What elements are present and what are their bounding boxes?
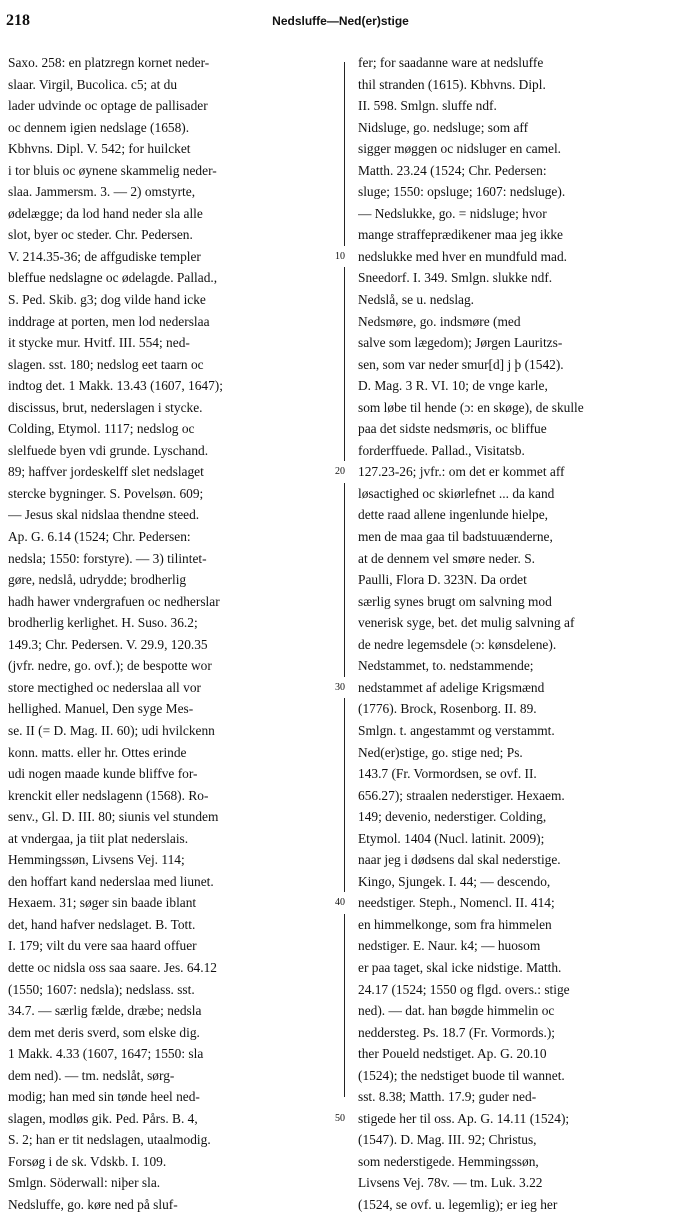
text-line: I. 179; vilt du vere saa haard offuer [8,938,197,954]
text-line: Paulli, Flora D. 323N. Da ordet [358,572,527,588]
text-line: dette raad allene ingenlunde hielpe, [358,507,548,523]
text-line: slaar. Virgil, Bucolica. c5; at du [8,76,178,92]
text-line: (1524); the nedstiget buode til wannet. [358,1067,565,1083]
text-line: 143.7 (Fr. Vormordsen, se ovf. II. [358,766,537,782]
text-line: Nedsluffe, go. køre ned på sluf- [8,1196,178,1212]
text-line: V. 214.35-36; de affgudiske templer [8,248,201,264]
line-number: 40 [334,892,346,914]
text-line: 1 Makk. 4.33 (1607, 1647; 1550: sla [8,1046,204,1062]
text-line: se. II (= D. Mag. II. 60); udi hvilckenn [8,722,215,738]
text-line: konn. matts. eller hr. Ottes erinde [8,744,187,760]
text-line: Etymol. 1404 (Nucl. latinit. 2009); [358,830,545,846]
text-line: (1776). Brock, Rosenborg. II. 89. [358,701,537,717]
text-line: neddersteg. Ps. 18.7 (Fr. Vormords.); [358,1024,556,1040]
text-line: salve som lægedom); Jørgen Lauritzs- [358,335,563,351]
text-line: oc dennem igien nedslage (1658). [8,119,190,135]
text-line: Forsøg i de sk. Vdskb. I. 109. [8,1153,167,1169]
text-line: Matth. 23.24 (1524; Chr. Pedersen: [358,162,547,178]
text-line: (jvfr. nedre, go. ovf.); de bespotte wor [8,658,212,674]
text-line: 127.23-26; jvfr.: om det er kommet aff [358,464,565,480]
text-line: indtog det. 1 Makk. 13.43 (1607, 1647); [8,378,223,394]
text-line: Ap. G. 6.14 (1524; Chr. Pedersen: [8,529,191,545]
text-line: modig; han med sin tønde heel ned- [8,1089,200,1105]
text-line: som nederstigede. Hemmingssøn, [358,1153,539,1169]
text-line: Ned(er)stige, go. stige ned; Ps. [358,744,523,760]
text-line: de nedre legemsdele (ɔ: kønsdelene). [358,636,557,652]
text-line: dette oc nidsla oss saa saare. Jes. 64.12 [8,959,217,975]
text-line: D. Mag. 3 R. VI. 10; de vnge karle, [358,378,548,394]
text-line: ther Poueld nedstiget. Ap. G. 20.10 [358,1046,547,1062]
text-line: Kbhvns. Dipl. V. 542; for huilcket [8,141,191,157]
text-line: det, hand hafver nedslaget. B. Tott. [8,916,196,932]
text-line: krenckit eller nedslagenn (1568). Ro- [8,787,209,803]
text-line: sigger møggen oc nidsluger en camel. [358,141,562,157]
text-line: (1524, se ovf. u. legemlig); er ieg her [358,1196,558,1212]
text-line: brodherlig kerlighet. H. Suso. 36.2; [8,615,198,631]
text-line: 34.7. — særlig fælde, dræbe; nedsla [8,1003,202,1019]
text-line: 656.27); straalen nederstiger. Hexaem. [358,787,565,803]
text-line: i tor bluis oc øynene skammelig neder- [8,162,217,178]
text-line: bleffue nedslagne oc ødelagde. Pallad., [8,270,218,286]
text-line: needstiger. Steph., Nomencl. II. 414; [358,895,555,911]
text-line: nedslukke med hver en mundfuld mad. [358,248,567,264]
text-line: store mectighed oc nederslaa all vor [8,679,201,695]
line-number: 50 [334,1108,346,1130]
text-line: 149.3; Chr. Pedersen. V. 29.9, 120.35 [8,636,208,652]
line-number: 10 [334,246,346,268]
text-line: nedstiger. E. Naur. k4; — huosom [358,938,541,954]
text-line: inddrage at porten, men lod nederslaa [8,313,210,329]
text-line: den hoffart kand nederslaa med liunet. [8,873,214,889]
text-line: — Jesus skal nidslaa thendne steed. [8,507,200,523]
text-line: Smlgn. Söderwall: niþer sla. [8,1175,161,1191]
text-line: men de maa gaa til badstuuænderne, [358,529,553,545]
text-line: 89; haffver jordeskelff slet nedslaget [8,464,204,480]
text-line: Nedsmøre, go. indsmøre (med [358,313,521,329]
text-line: nedsla; 1550: forstyre). — 3) tilintet- [8,550,207,566]
text-line: thil stranden (1615). Kbhvns. Dipl. [358,76,546,92]
text-line: som løbe til hende (ɔ: en skøge), de skulle [358,399,584,415]
text-line: naar jeg i dødsens dal skal nederstige. [358,852,561,868]
text-line: mange straffeprædikener maa jeg ikke [358,227,563,243]
text-line: — Nedslukke, go. = nidsluge; hvor [358,205,547,221]
text-line: venerisk syge, bet. det mulig salvning af [358,615,575,631]
text-line: løsactighed oc skiørlefnet ... da kand [358,485,555,501]
text-line: udi nogen maade kunde bliffve for- [8,766,198,782]
text-line: Hemmingssøn, Livsens Vej. 114; [8,852,185,868]
text-line: Nedslå, se u. nedslag. [358,292,475,308]
text-line: Nedstammet, to. nedstammende; [358,658,534,674]
text-line: nedstammet af adelige Krigsmænd [358,679,545,695]
text-line: (1550; 1607: nedsla); nedslass. sst. [8,981,195,997]
text-line: ned). — dat. han bøgde himmelin oc [358,1003,555,1019]
text-line: it stycke mur. Hvitf. III. 554; ned- [8,335,190,351]
text-line: II. 598. Smlgn. sluffe ndf. [358,98,497,114]
text-line: særlig synes brugt om salvning mod [358,593,552,609]
text-line: forderffuede. Pallad., Visitatsb. [358,442,525,458]
text-line: Smlgn. t. angestammt og verstammt. [358,722,555,738]
text-line: at de dennem vel smøre neder. S. [358,550,536,566]
text-line: slagen. sst. 180; nedslog eet taarn oc [8,356,204,372]
text-line: 149; devenio, nederstiger. Colding, [358,809,547,825]
text-line: Colding, Etymol. 1117; nedslog oc [8,421,195,437]
text-line: en himmelkonge, som fra himmelen [358,916,552,932]
text-line: fer; for saadanne ware at nedsluffe [358,55,544,70]
line-number: 30 [334,677,346,699]
text-line: sst. 8.38; Matth. 17.9; guder ned- [358,1089,537,1105]
left-column [8,52,322,1216]
text-line: Nidsluge, go. nedsluge; som aff [358,119,529,135]
column-divider [344,62,345,1097]
text-line: S. 2; han er tit nedslagen, utaalmodig. [8,1132,211,1148]
line-number: 20 [334,461,346,483]
text-line: dem ned). — tm. nedslåt, sørg- [8,1067,175,1083]
right-column [358,52,676,1216]
text-line: Saxo. 258: en platzregn kornet neder- [8,55,210,70]
text-line: dem met deris sverd, som elske dig. [8,1024,200,1040]
text-line: hadh hawer vndergrafuen oc nedherslar [8,593,220,609]
text-line: sen, som var neder smur[d] j þ (1542). [358,356,564,372]
text-line: S. Ped. Skib. g3; dog vilde hand icke [8,292,206,308]
text-line: slaa. Jammersm. 3. — 2) omstyrte, [8,184,196,200]
text-line: slelfuede byen vdi grunde. Lyschand. [8,442,209,458]
text-line: slagen, modløs gik. Ped. Pårs. B. 4, [8,1110,198,1126]
text-line: 24.17 (1524; 1550 og flgd. overs.: stige [358,981,570,997]
text-line: at vndergaa, ja tiit plat nederslais. [8,830,189,846]
text-line: Kingo, Sjungek. I. 44; — descendo, [358,873,551,889]
text-line: ødelægge; da lod hand neder sla alle [8,205,203,221]
text-line: stercke bygninger. S. Povelsøn. 609; [8,485,204,501]
text-line: stigede her til oss. Ap. G. 14.11 (1524); [358,1110,570,1126]
text-line: discissus, brut, nederslagen i stycke. [8,399,203,415]
text-line: (1547). D. Mag. III. 92; Christus, [358,1132,537,1148]
text-line: sluge; 1550: opsluge; 1607: nedsluge). [358,184,566,200]
page-number: 218 [6,12,30,29]
text-line: Sneedorf. I. 349. Smlgn. slukke ndf. [358,270,553,286]
text-line: gøre, nedslå, udrydde; brodherlig [8,572,187,588]
text-line: slot, byer oc steder. Chr. Pedersen. [8,227,193,243]
text-line: paa det sidste nedsmøris, oc bliffue [358,421,547,437]
text-line: er paa taget, skal icke nidstige. Matth. [358,959,562,975]
text-line: lader udvinde oc optage de pallisader [8,98,208,114]
running-head: Nedsluffe—Ned(er)stige [272,14,409,28]
text-line: hellighed. Manuel, Den syge Mes- [8,701,194,717]
text-line: senv., Gl. D. III. 80; siunis vel stundem [8,809,219,825]
text-line: Hexaem. 31; søger sin baade iblant [8,895,197,911]
page-header [6,6,675,36]
text-line: Livsens Vej. 78v. — tm. Luk. 3.22 [358,1175,543,1191]
